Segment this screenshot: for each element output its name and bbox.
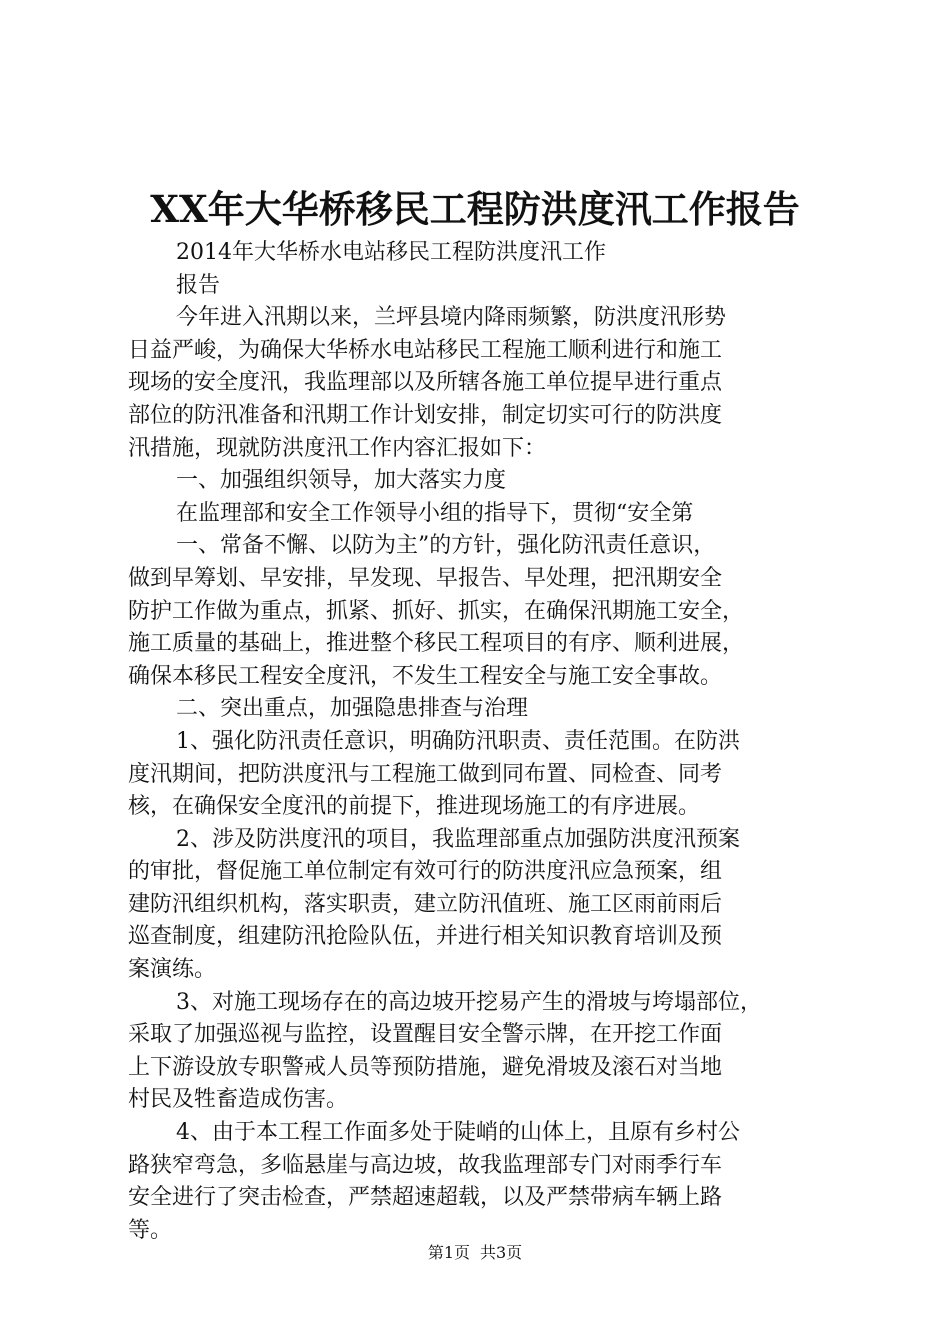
paragraph-line: 建防汛组织机构，落实职责，建立防汛值班、施工区雨前雨后 [128, 891, 723, 917]
paragraph-line: 的审批，督促施工单位制定有效可行的防洪度汛应急预案，组 [128, 859, 723, 885]
paragraph-line: 汛措施，现就防洪度汛工作内容汇报如下： [128, 435, 547, 461]
paragraph-line: 现场的安全度汛，我监理部以及所辖各施工单位提早进行重点 [128, 370, 723, 396]
section-heading: 二、突出重点，加强隐患排查与治理 [176, 696, 529, 722]
subtitle-line: 2014年大华桥水电站移民工程防洪度汛工作 [176, 240, 606, 265]
paragraph-line: 巡查制度，组建防汛抢险队伍，并进行相关知识教育培训及预 [128, 924, 723, 950]
paragraph-line: 上下游设放专职警戒人员等预防措施，避免滑坡及滚石对当地 [128, 1054, 723, 1080]
paragraph-line: 做到早筹划、早安排，早发现、早报告、早处理，把汛期安全 [128, 565, 723, 591]
page-footer [0, 1242, 950, 1264]
paragraph-line: 路狭窄弯急，多临悬崖与高边坡，故我监理部专门对雨季行车 [128, 1152, 723, 1178]
page-title: XX年大华桥移民工程防洪度汛工作报告 [150, 187, 800, 231]
paragraph-line: 度汛期间，把防洪度汛与工程施工做到同布置、同检查、同考 [128, 761, 723, 787]
paragraph-line: 村民及牲畜造成伤害。 [128, 1087, 349, 1113]
subtitle-line: 报告 [176, 272, 221, 298]
paragraph-line: 安全进行了突击检查，严禁超速超载，以及严禁带病车辆上路 [128, 1185, 723, 1211]
paragraph-line: 日益严峻，为确保大华桥水电站移民工程施工顺利进行和施工 [128, 337, 723, 363]
paragraph-line: 等。 [128, 1217, 173, 1243]
paragraph-line: 今年进入汛期以来，兰坪县境内降雨频繁，防洪度汛形势 [176, 305, 727, 331]
page-total: 共3页 [480, 1243, 523, 1262]
document-body [128, 237, 828, 1247]
paragraph-line: 1、强化防汛责任意识，明确防汛职责、责任范围。在防洪 [176, 728, 740, 754]
section-heading: 一、加强组织领导，加大落实力度 [176, 468, 507, 494]
paragraph-line: 防护工作做为重点，抓紧、抓好、抓实，在确保汛期施工安全， [128, 598, 745, 624]
paragraph-line: 核，在确保安全度汛的前提下，推进现场施工的有序进展。 [128, 794, 701, 820]
paragraph-line: 在监理部和安全工作领导小组的指导下，贯彻“安全第 [176, 500, 694, 526]
page-number: 第1页 [427, 1243, 470, 1262]
paragraph-line: 施工质量的基础上，推进整个移民工程项目的有序、顺利进展， [128, 631, 745, 657]
paragraph-line: 案演练。 [128, 957, 217, 983]
paragraph-line: 一、常备不懈、以防为主”的方针，强化防汛责任意识， [176, 533, 716, 559]
paragraph-line: 4、由于本工程工作面多处于陡峭的山体上，且原有乡村公 [176, 1120, 740, 1146]
paragraph-line: 3、对施工现场存在的高边坡开挖易产生的滑坡与垮塌部位， [176, 989, 762, 1015]
paragraph-line: 确保本移民工程安全度汛，不发生工程安全与施工安全事故。 [128, 663, 723, 689]
paragraph-line: 部位的防汛准备和汛期工作计划安排，制定切实可行的防洪度 [128, 402, 723, 428]
paragraph-line: 2、涉及防洪度汛的项目，我监理部重点加强防洪度汛预案 [176, 826, 740, 852]
paragraph-line: 采取了加强巡视与监控，设置醒目安全警示牌，在开挖工作面 [128, 1022, 723, 1048]
